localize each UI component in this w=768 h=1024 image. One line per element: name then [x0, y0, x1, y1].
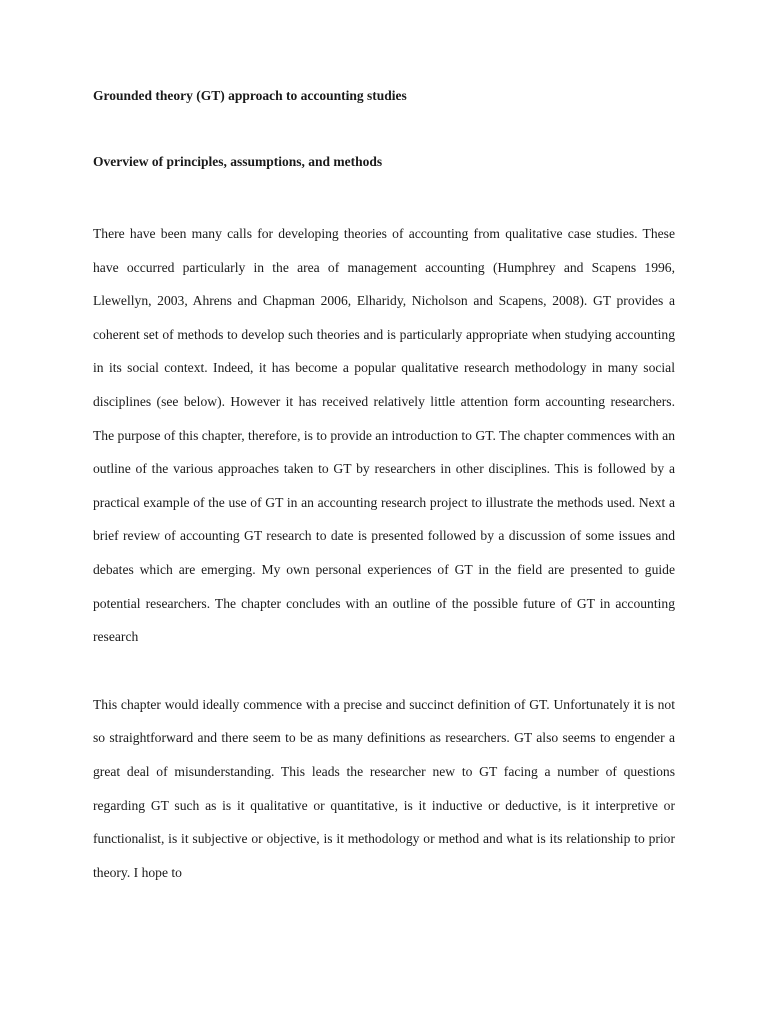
- body-paragraph-2: This chapter would ideally commence with a precise and succinct definition of GT. Unfortunately it is not so straightforward and there seem to be as many definitions as researchers. GT also seems to engender a great deal of misunderstanding. This leads the researcher new to GT facing a number of questions regarding GT such as is it qualitative or quantitative, is it inductive or deductive, is it interpretive or functionalist, is it subjective or objective, is it methodology or method and what is its relationship to prior theory. I hope to: [93, 696, 675, 880]
- document-subtitle: Overview of principles, assumptions, and methods: [93, 154, 383, 169]
- document-title: Grounded theory (GT) approach to accounting studies: [93, 88, 407, 103]
- body-paragraph-1: There have been many calls for developing theories of accounting from qualitative case studies. These have occurred particularly in the area of management accounting (Humphrey and Scapens 1996, Llewellyn, 2003, Ahrens and Chapman 2006, Elharidy, Nicholson and Scapens, 2008). GT provides a coherent set of methods to develop such theories and is particularly appropriate when studying accounting in its social context. Indeed, it has become a popular qualitative research methodology in many social disciplines (see below). However it has received relatively little attention form accounting researchers. The purpose of this chapter, therefore, is to provide an introduction to GT. The chapter commences with an outline of the various approaches taken to GT by researchers in other disciplines. This is followed by a practical example of the use of GT in an accounting research project to illustrate the methods used. Next a brief review of accounting GT research to date is presented followed by a discussion of some issues and debates which are emerging. My own personal experiences of GT in the field are presented to guide potential researchers. The chapter concludes with an outline of the possible future of GT in accounting research: [93, 226, 675, 645]
- document-page: [93, 84, 675, 889]
